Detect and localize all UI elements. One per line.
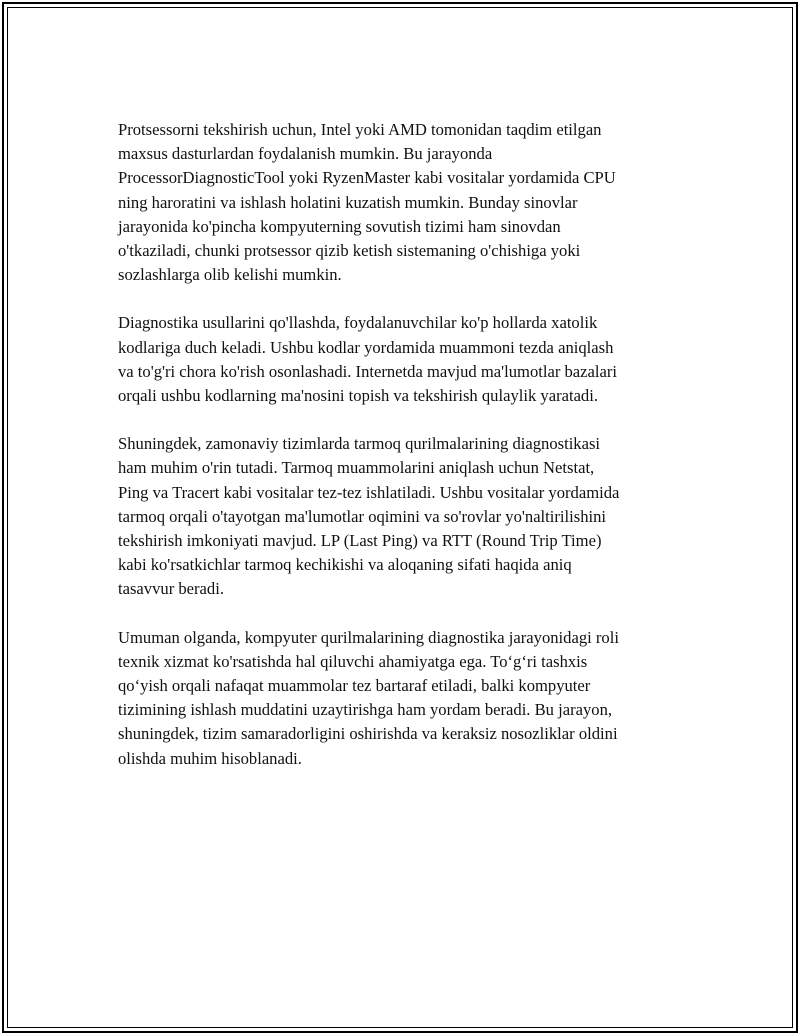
text-line: tekshirish imkoniyati mavjud. LP (Last Ping) va RTT (Round Trip Time) xyxy=(118,531,602,551)
text-line: orqali ushbu kodlarning ma'nosini topish va tekshirish qulaylik yaratadi. xyxy=(118,386,598,406)
text-line: Umuman olganda, kompyuter qurilmalarining diagnostika jarayonidagi roli xyxy=(118,627,619,647)
text-line: maxsus dasturlardan foydalanish mumkin. Bu jarayonda xyxy=(118,144,493,164)
text-line: Ping va Tracert kabi vositalar tez-tez ishlatiladi. Ushbu vositalar yordamida xyxy=(118,482,620,502)
text-line: tasavvur beradi. xyxy=(118,579,224,599)
paragraph-3 xyxy=(118,432,683,601)
text-line: tizimining ishlash muddatini uzaytirishga ham yordam beradi. Bu jarayon, xyxy=(118,700,613,720)
text-line: jarayonida ko'pincha kompyuterning sovutish tizimi ham sinovdan xyxy=(118,216,561,236)
document-body xyxy=(118,118,683,795)
text-line: tarmoq orqali o'tayotgan ma'lumotlar oqimini va so'rovlar yo'naltirilishini xyxy=(118,506,607,526)
text-line: olishda muhim hisoblanadi. xyxy=(118,748,302,768)
text-line: sozlashlarga olib kelishi mumkin. xyxy=(118,265,342,285)
text-line: Shuningdek, zamonaviy tizimlarda tarmoq qurilmalarining diagnostikasi xyxy=(118,434,601,454)
paragraph-2 xyxy=(118,311,683,408)
text-line: ning haroratini va ishlash holatini kuzatish mumkin. Bunday sinovlar xyxy=(118,192,578,212)
text-line: qo‘yish orqali nafaqat muammolar tez bartaraf etiladi, balki kompyuter xyxy=(118,676,591,696)
text-line: texnik xizmat ko'rsatishda hal qiluvchi ahamiyatga ega. To‘g‘ri tashxis xyxy=(118,651,588,671)
paragraph-4 xyxy=(118,626,683,771)
text-line: va to'g'ri chora ko'rish osonlashadi. Internetda mavjud ma'lumotlar bazalari xyxy=(118,361,618,381)
text-line: ProcessorDiagnosticTool yoki RyzenMaster kabi vositalar yordamida CPU xyxy=(118,168,616,188)
paragraph-1 xyxy=(118,118,683,287)
text-line: Diagnostika usullarini qo'llashda, foydalanuvchilar ko'p hollarda xatolik xyxy=(118,313,598,333)
text-line: ham muhim o'rin tutadi. Tarmoq muammolarini aniqlash uchun Netstat, xyxy=(118,458,595,478)
text-line: o'tkaziladi, chunki protsessor qizib ketish sistemaning o'chishiga yoki xyxy=(118,241,581,261)
text-line: shuningdek, tizim samaradorligini oshirishda va keraksiz nosozliklar oldini xyxy=(118,724,618,744)
text-line: kodlariga duch keladi. Ushbu kodlar yordamida muammoni tezda aniqlash xyxy=(118,337,614,357)
text-line: Protsessorni tekshirish uchun, Intel yoki AMD tomonidan taqdim etilgan xyxy=(118,120,602,139)
text-line: kabi ko'rsatkichlar tarmoq kechikishi va aloqaning sifati haqida aniq xyxy=(118,555,572,575)
